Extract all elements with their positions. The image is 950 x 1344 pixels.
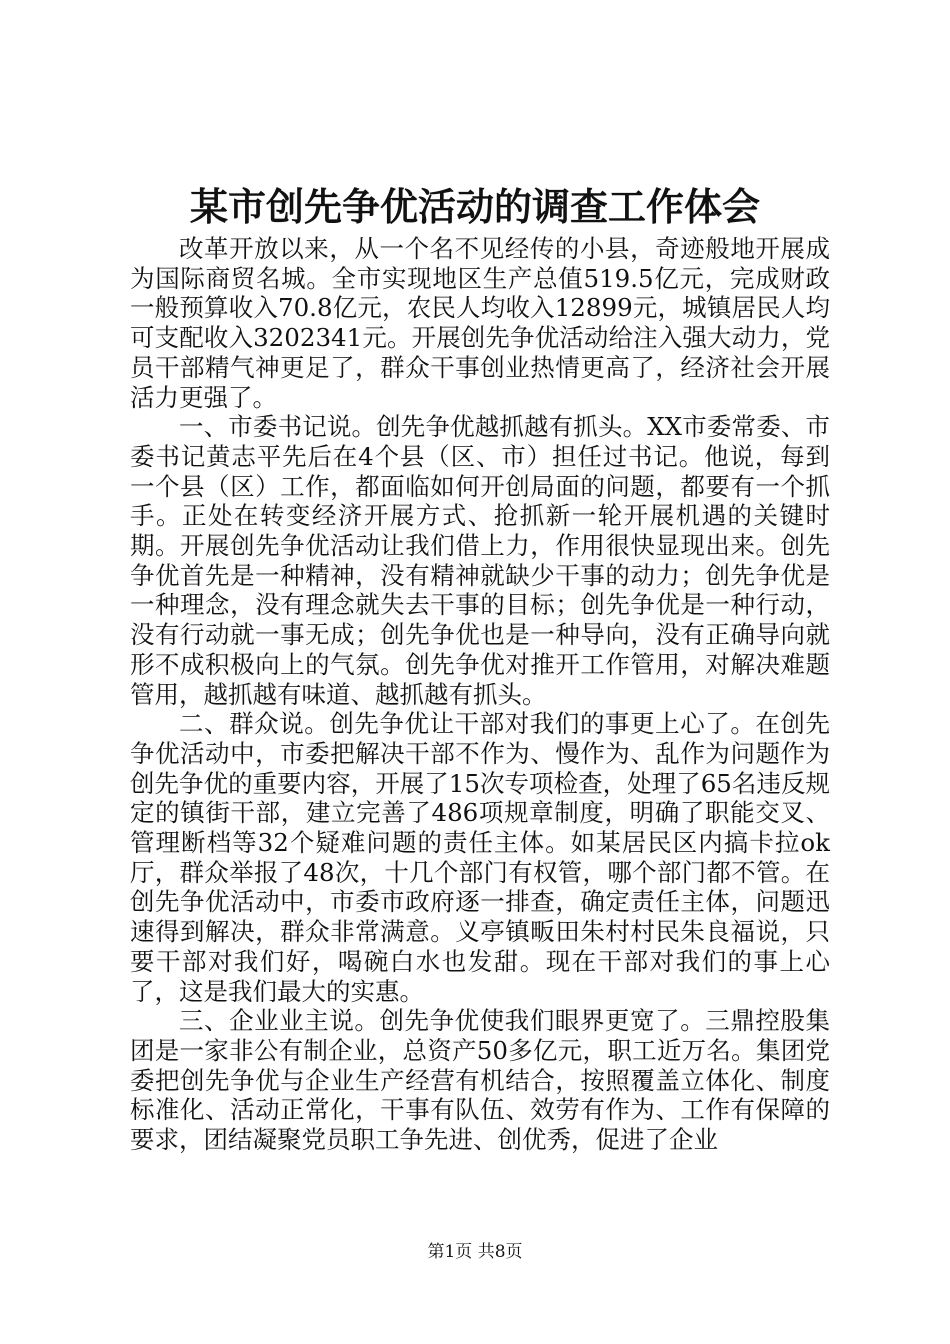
document-title: 某市创先争优活动的调查工作体会: [189, 184, 760, 229]
paragraph-party-secretary: 一、市委书记说。创先争优越抓越有抓头。XX市委常委、市委书记黄志平先后在4个县（区、市）担任过书记。他说，每到一个县（区）工作，都面临如何开创局面的问题，都要有一个抓手。正处在转变经济开展方式、抢抓新一轮开展机遇的关键时期。开展创先争优活动让我们借上力，作用很快显现出来。创先争优首先是一种精神，没有精神就缺少干事的动力；创先争优是一种理念，没有理念就失去干事的目标；创先争优是一种行动，没有行动就一事无成；创先争优也是一种导向，没有正确导向就形不成积极向上的气氛。创先争优对推开工作管用，对解决难题管用，越抓越有味道、越抓越有抓头。: [130, 412, 830, 709]
paragraph-enterprise-owner: 三、企业业主说。创先争优使我们眼界更宽了。三鼎控股集团是一家非公有制企业，总资产50多亿元，职工近万名。集团党委把创先争优与企业生产经营有机结合，按照覆盖立体化、制度标准化、活动正常化，干事有队伍、效劳有作为、工作有保障的要求，团结凝聚党员职工争先进、创优秀，促进了企业: [130, 1006, 830, 1155]
page-number-footer: 第1页 共8页: [427, 1242, 523, 1262]
paragraph-intro: 改革开放以来，从一个名不见经传的小县，奇迹般地开展成为国际商贸名城。全市实现地区生产总值519.5亿元，完成财政一般预算收入70.8亿元，农民人均收入12899元，城镇居民人均可支配收入3202341元。开展创先争优活动给注入强大动力，党员干部精气神更足了，群众干事创业热情更高了，经济社会开展活力更强了。: [130, 234, 830, 412]
paragraph-masses: 二、群众说。创先争优让干部对我们的事更上心了。在创先争优活动中，市委把解决干部不作为、慢作为、乱作为问题作为创先争优的重要内容，开展了15次专项检查，处理了65名违反规定的镇街干部，建立完善了486项规章制度，明确了职能交叉、管理断档等32个疑难问题的责任主体。如某居民区内搞卡拉ok厅，群众举报了48次，十几个部门有权管，哪个部门都不管。在创先争优活动中，市委市政府逐一排查，确定责任主体，问题迅速得到解决，群众非常满意。义亭镇畈田朱村村民朱良福说，只要干部对我们好，喝碗白水也发甜。现在干部对我们的事上心了，这是我们最大的实惠。: [130, 709, 830, 1006]
document-body: [130, 234, 830, 1155]
